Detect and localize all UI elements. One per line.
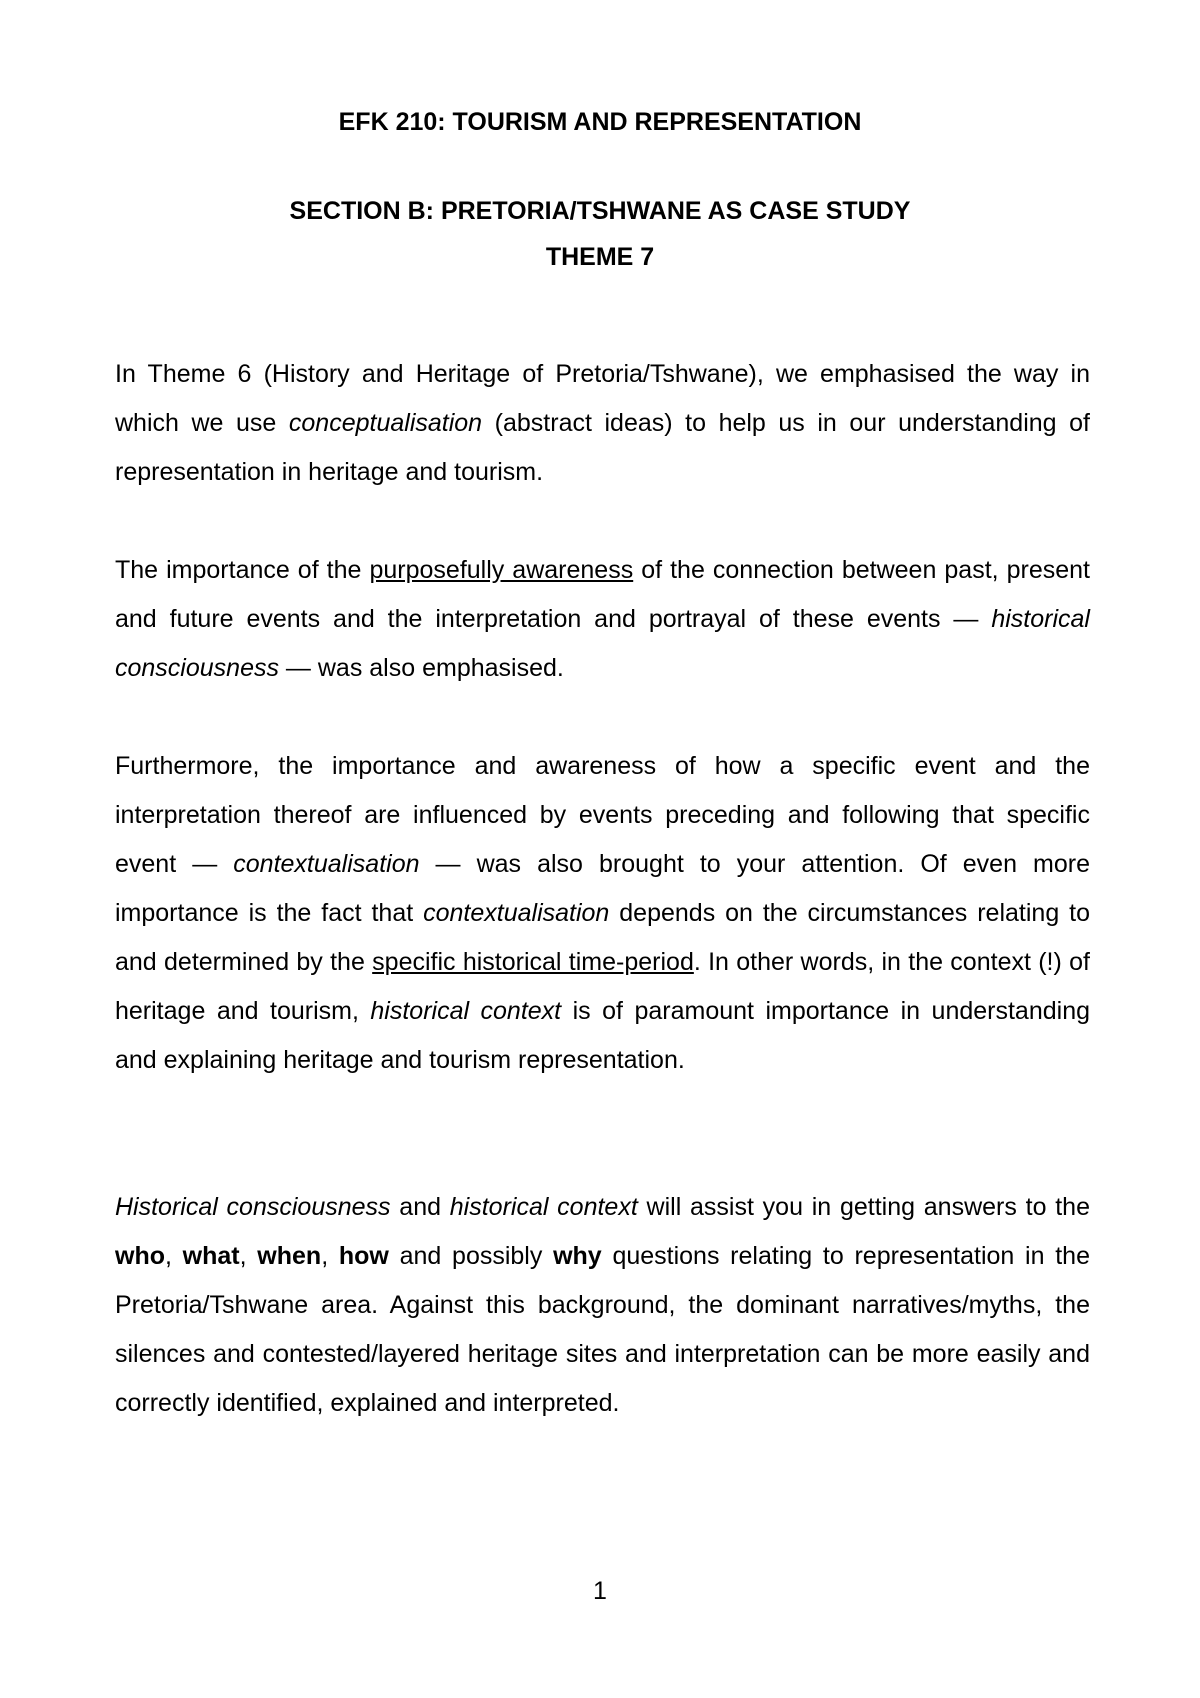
term-contextualisation-2: contextualisation: [423, 899, 610, 927]
term-contextualisation: contextualisation: [233, 850, 420, 878]
term-historical-consciousness-2: Historical consciousness: [115, 1193, 391, 1221]
term-historical-consciousness: historical consciousness: [115, 605, 1090, 682]
paragraph-3: Furthermore, the importance and awareness of how a specific event and the interpretation thereof are influenced by events preceding and following that specific event — contextualisation — was also brought to your attention. Of even more importance is the fact that contextualisation depends on the circumstances relating to and determined by the specific historical time-period. In other words, in the context (!) of heritage and tourism, historical context is of paramount importance in understanding and explaining heritage and tourism representation.: [115, 752, 1090, 1074]
paragraph-2: The importance of the purposefully awareness of the connection between past, present and future events and the interpretation and portrayal of these events — historical consciousness — was also emphasised.: [115, 556, 1090, 682]
section-title: SECTION B: PRETORIA/TSHWANE AS CASE STUDY: [289, 197, 911, 225]
paragraph-4: Historical consciousness and historical context will assist you in getting answers to the who, what, when, how and possibly why questions relating to representation in the Pretoria/Tshwane area. Against this background, the dominant narratives/myths, the silences and contested/layered heritage sites and interpretation can be more easily and correctly identified, explained and interpreted.: [115, 1193, 1090, 1417]
paragraph-1: In Theme 6 (History and Heritage of Pretoria/Tshwane), we emphasised the way in which we use conceptualisation (abstract ideas) to help us in our understanding of representation in heritage and tourism.: [115, 360, 1090, 486]
underlined-phrase: purposefully awareness: [369, 556, 634, 584]
term-conceptualisation: conceptualisation: [288, 409, 483, 437]
bold-how: how: [338, 1242, 389, 1270]
term-historical-context-2: historical context: [449, 1193, 638, 1221]
underlined-time-period: specific historical time-period: [372, 948, 694, 976]
course-title: EFK 210: TOURISM AND REPRESENTATION: [338, 108, 862, 136]
bold-when: when: [257, 1242, 322, 1270]
bold-why: why: [553, 1242, 602, 1270]
page-number: 1: [593, 1577, 607, 1605]
term-historical-context: historical context: [370, 997, 562, 1025]
bold-who: who: [115, 1242, 165, 1270]
bold-what: what: [182, 1242, 240, 1270]
theme-title: THEME 7: [545, 243, 655, 271]
